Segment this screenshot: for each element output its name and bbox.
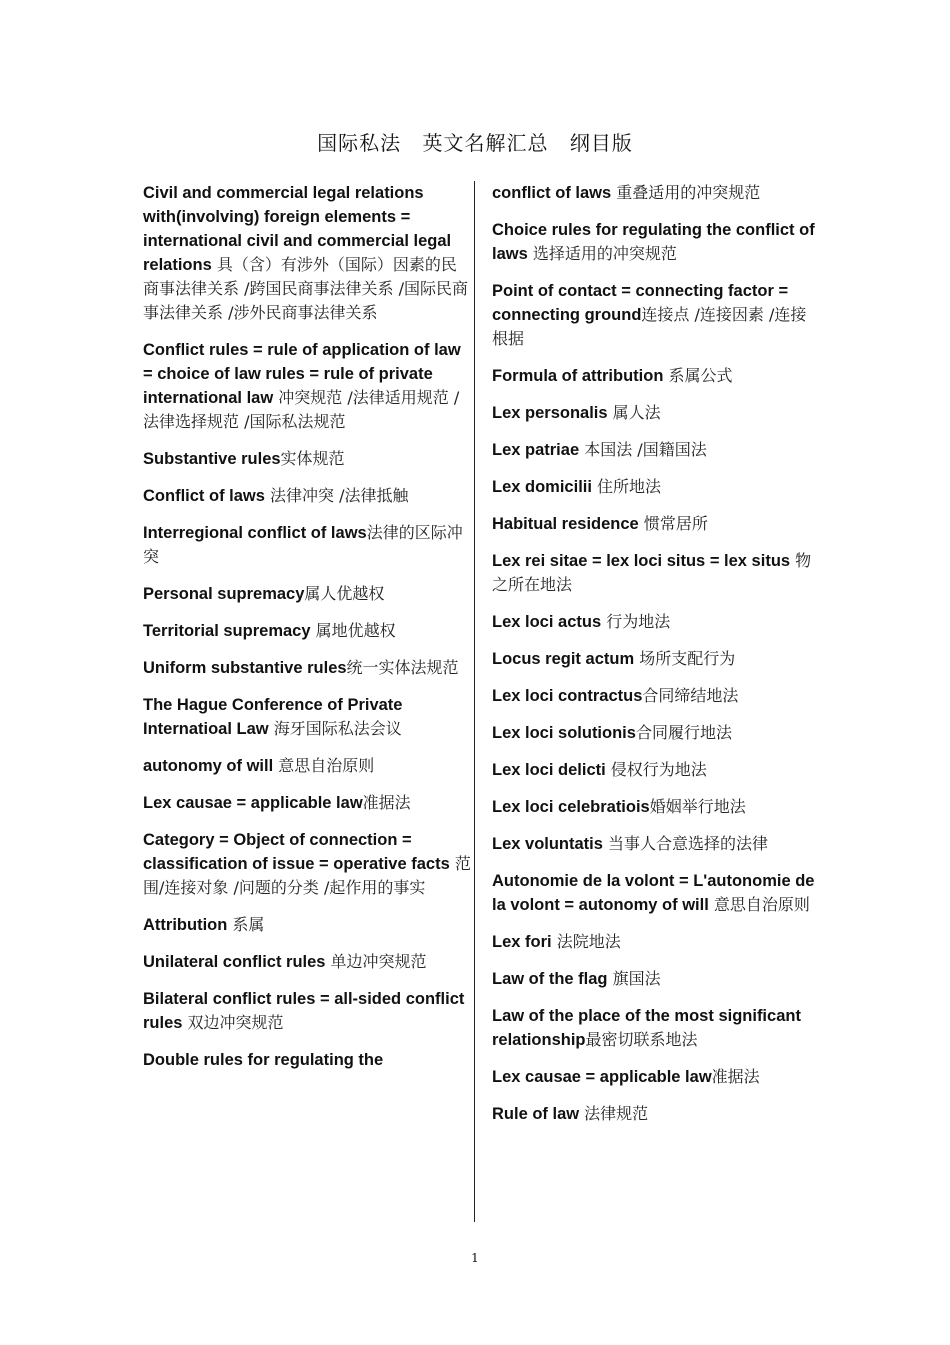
entry-chinese-term: 意思自治原则 [273, 756, 375, 775]
glossary-entry [492, 832, 820, 856]
glossary-entry [492, 1004, 820, 1052]
entry-chinese-term: 本国法 /国籍国法 [579, 440, 707, 459]
entry-chinese-term: 冲突规范 /法律适用规范 /法律选择规范 /国际私法规范 [143, 388, 460, 431]
entry-english-term: Lex personalis [492, 404, 608, 422]
entry-chinese-term: 法律规范 [579, 1104, 649, 1123]
entry-english-term: Choice rules for regulating the conflict of laws [492, 221, 815, 263]
entry-chinese-term: 连接点 /连接因素 /连接根据 [492, 305, 807, 348]
glossary-entry [143, 582, 471, 606]
glossary-entry [492, 401, 820, 425]
glossary-entry [492, 438, 820, 462]
entry-chinese-term: 属地优越权 [310, 621, 396, 640]
glossary-entry [492, 512, 820, 536]
glossary-entry [143, 521, 471, 569]
column-divider [474, 181, 475, 1222]
entry-chinese-term: 物之所在地法 [492, 551, 812, 594]
glossary-entry [143, 656, 471, 680]
entry-chinese-term: 系属公式 [663, 366, 733, 385]
glossary-entry [143, 338, 471, 434]
entry-chinese-term: 范围/连接对象 /问题的分类 /起作用的事实 [143, 854, 471, 897]
entry-english-term: Lex loci actus [492, 613, 602, 631]
glossary-entry [492, 181, 820, 205]
entry-english-term: Category = Object of connection = classification of issue = operative facts [143, 831, 450, 873]
entry-english-term: Conflict rules = rule of application of law = choice of law rules = rule of private international law [143, 341, 461, 407]
entry-english-term: Personal supremacy [143, 585, 305, 603]
entry-english-term: Lex causae = applicable law [492, 1068, 712, 1086]
entry-chinese-term: 系属 [227, 915, 265, 934]
entry-chinese-term: 住所地法 [591, 477, 662, 496]
entry-english-term: Civil and commercial legal relations with(involving) foreign elements = international civil and commercial legal relations [143, 184, 452, 274]
entry-english-term: Conflict of laws [143, 487, 265, 505]
entry-chinese-term: 意思自治原则 [708, 895, 810, 914]
glossary-entry [492, 758, 820, 782]
entry-chinese-term: 双边冲突规范 [182, 1013, 284, 1032]
left-column [143, 181, 471, 1085]
entry-english-term: Lex loci celebratiois [492, 798, 650, 816]
entry-english-term: Lex loci delicti [492, 761, 606, 779]
glossary-entry [492, 930, 820, 954]
entry-chinese-term: 法院地法 [551, 932, 621, 951]
glossary-entry [492, 610, 820, 634]
glossary-entry [492, 549, 820, 597]
glossary-entry [492, 1065, 820, 1089]
glossary-entry [143, 484, 471, 508]
entry-chinese-term: 旗国法 [607, 969, 661, 988]
entry-english-term: Habitual residence [492, 515, 639, 533]
glossary-entry [492, 279, 820, 351]
entry-english-term: Double rules for regulating the [143, 1051, 384, 1069]
page-title: 国际私法 英文名解汇总 纲目版 [317, 131, 633, 155]
glossary-entry [492, 1102, 820, 1126]
entry-chinese-term: 重叠适用的冲突规范 [611, 183, 761, 202]
entry-english-term: Rule of law [492, 1105, 580, 1123]
entry-english-term: The Hague Conference of Private Internatioal Law [143, 696, 403, 738]
entry-chinese-term: 合同履行地法 [635, 723, 732, 742]
entry-english-term: Unilateral conflict rules [143, 953, 326, 971]
glossary-entry [492, 684, 820, 708]
entry-english-term: Law of the flag [492, 970, 608, 988]
glossary-entry [492, 218, 820, 266]
glossary-entry [143, 987, 471, 1035]
entry-chinese-term: 实体规范 [280, 449, 345, 468]
glossary-entry [143, 950, 471, 974]
glossary-entry [143, 828, 471, 900]
entry-english-term: Locus regit actum [492, 650, 635, 668]
entry-english-term: Attribution [143, 916, 228, 934]
glossary-entry [492, 647, 820, 671]
entry-english-term: Bilateral conflict rules = all-sided conflict rules [143, 990, 465, 1032]
entry-chinese-term: 准据法 [362, 793, 411, 812]
entry-chinese-term: 最密切联系地法 [585, 1030, 698, 1049]
glossary-entry [143, 791, 471, 815]
glossary-entry [492, 795, 820, 819]
entry-english-term: Lex rei sitae = lex loci situs = lex situs [492, 552, 791, 570]
glossary-entry [143, 754, 471, 778]
entry-chinese-term: 侵权行为地法 [605, 760, 707, 779]
entry-chinese-term: 准据法 [711, 1067, 760, 1086]
entry-english-term: Substantive rules [143, 450, 281, 468]
entry-english-term: Lex fori [492, 933, 552, 951]
entry-chinese-term: 属人优越权 [304, 584, 385, 603]
glossary-entry [143, 619, 471, 643]
right-column [492, 181, 820, 1139]
glossary-entry [143, 913, 471, 937]
entry-english-term: Lex patriae [492, 441, 580, 459]
entry-chinese-term: 具（含）有涉外（国际）因素的民商事法律关系 /跨国民商事法律关系 /国际民商事法律关系 /涉外民商事法律关系 [143, 255, 468, 322]
entry-english-term: Lex voluntatis [492, 835, 603, 853]
entry-english-term: Uniform substantive rules [143, 659, 347, 677]
entry-english-term: Autonomie de la volont = L'autonomie de la volont = autonomy of will [492, 872, 815, 914]
entry-english-term: Lex causae = applicable law [143, 794, 363, 812]
glossary-entry [492, 869, 820, 917]
entry-english-term: Point of contact = connecting factor = connecting ground [492, 282, 789, 324]
entry-chinese-term: 惯常居所 [638, 514, 708, 533]
entry-english-term: Formula of attribution [492, 367, 664, 385]
entry-chinese-term: 婚姻举行地法 [649, 797, 746, 816]
entry-chinese-term: 统一实体法规范 [346, 658, 459, 677]
glossary-entry [492, 721, 820, 745]
entry-english-term: conflict of laws [492, 184, 612, 202]
entry-chinese-term: 单边冲突规范 [325, 952, 427, 971]
entry-english-term: Lex domicilii [492, 478, 592, 496]
entry-chinese-term: 选择适用的冲突规范 [527, 244, 677, 263]
entry-chinese-term: 当事人合意选择的法律 [602, 834, 769, 853]
entry-chinese-term: 属人法 [607, 403, 661, 422]
entry-english-term: Interregional conflict of laws [143, 524, 367, 542]
glossary-entry [143, 693, 471, 741]
entry-chinese-term: 合同缔结地法 [642, 686, 739, 705]
entry-chinese-term: 场所支配行为 [634, 649, 736, 668]
entry-chinese-term: 法律冲突 /法律抵触 [264, 486, 409, 505]
entry-english-term: Lex loci solutionis [492, 724, 636, 742]
glossary-entry [143, 1048, 471, 1072]
entry-chinese-term: 行为地法 [601, 612, 671, 631]
entry-english-term: Law of the place of the most significant relationship [492, 1007, 801, 1049]
entry-chinese-term: 法律的区际冲突 [143, 523, 463, 566]
page-number: 1 [471, 1251, 479, 1265]
entry-chinese-term: 海牙国际私法会议 [268, 719, 402, 738]
glossary-entry [492, 967, 820, 991]
entry-english-term: autonomy of will [143, 757, 274, 775]
glossary-entry [492, 475, 820, 499]
glossary-entry [143, 181, 471, 325]
entry-english-term: Territorial supremacy [143, 622, 311, 640]
entry-english-term: Lex loci contractus [492, 687, 643, 705]
glossary-entry [492, 364, 820, 388]
glossary-entry [143, 447, 471, 471]
